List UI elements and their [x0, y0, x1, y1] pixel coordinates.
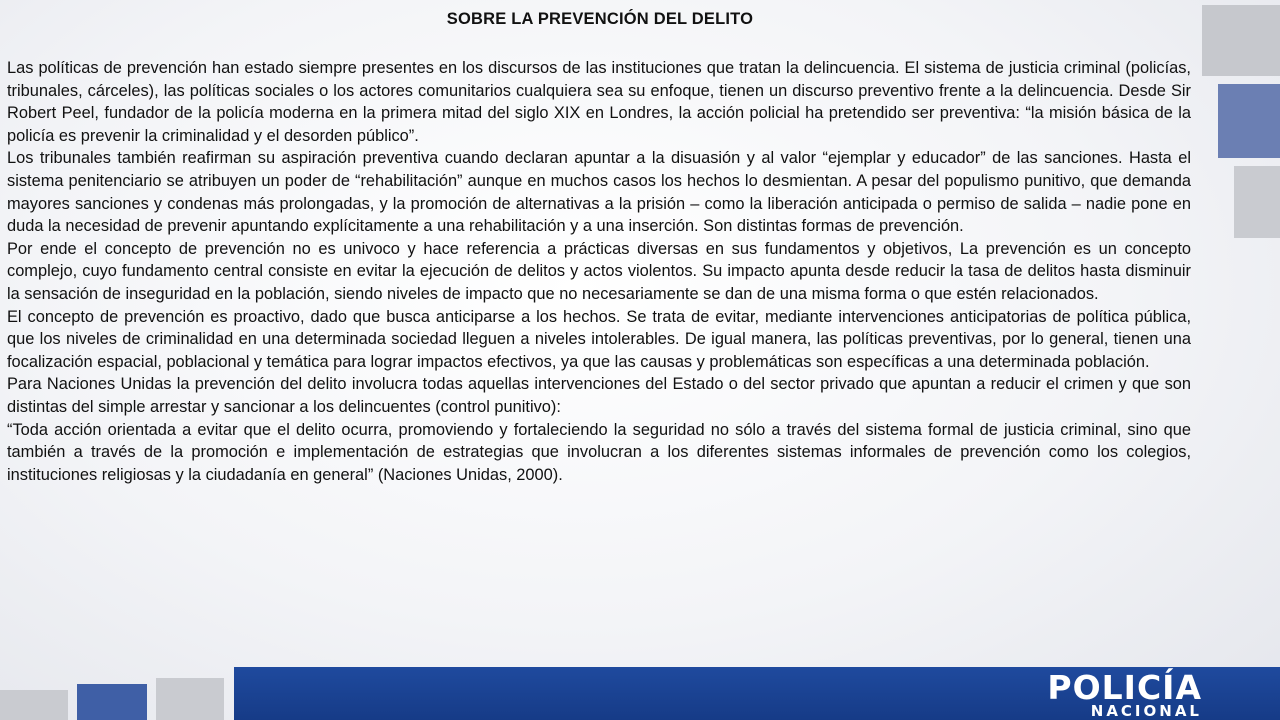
footer-square-blue [77, 684, 147, 720]
paragraph: Por ende el concepto de prevención no es univoco y hace referencia a prácticas diversas en sus fundamentos y objetivos, La prevención es un concepto complejo, cuyo fundamento central consiste en evitar la ejecución de delitos y actos violentos. Su impacto apunta desde reducir la tasa de delitos hasta disminuir la sensación de inseguridad en la población, siendo niveles de impacto que no necesariamente se dan de una misma forma o que estén relacionados. [7, 239, 1191, 303]
policia-nacional-logo [1047, 668, 1202, 720]
paragraph: El concepto de prevención es proactivo, dado que busca anticiparse a los hechos. Se trata de evitar, mediante intervenciones anticipatorias de política pública, que los niveles de criminalidad en una determinada sociedad lleguen a niveles intolerables. De igual manera, las políticas preventivas, por lo general, tienen una focalización espacial, poblacional y temática para lograr impactos efectivos, ya que las causas y problemáticas son específicas a una determinada población. [7, 307, 1191, 371]
paragraph: Las políticas de prevención han estado siempre presentes en los discursos de las instituciones que tratan la delincuencia. El sistema de justicia criminal (policías, tribunales, cárceles), las políticas sociales o los actores comunitarios cualquiera sea su enfoque, tienen un discurso preventivo frente a la delincuencia. Desde Sir Robert Peel, fundador de la policía moderna en la primera mitad del siglo XIX en Londres, la acción policial ha pretendido ser preventiva: “la misión básica de la policía es prevenir la criminalidad y el desorden público”. [7, 59, 1191, 145]
logo-main-text: POLICÍA [1047, 668, 1202, 707]
quote-paragraph: “Toda acción orientada a evitar que el delito ocurra, promoviendo y fortaleciendo la seguridad no sólo a través del sistema formal de justicia criminal, sino que también a través de la promoción e implementación de estrategias que involucran a los diferentes sistemas informales de prevención como los colegios, instituciones religiosas y la ciudadanía en general” (Naciones Unidas, 2000). [7, 420, 1191, 484]
paragraph: Los tribunales también reafirman su aspiración preventiva cuando declaran apuntar a la disuasión y al valor “ejemplar y educador” de las sanciones. Hasta el sistema penitenciario se atribuyen un poder de “rehabilitación” aunque en muchos casos los hechos lo desmientan. A pesar del populismo punitivo, que demanda mayores sanciones y condenas más prolongadas, y la promoción de alternativas a la prisión – como la liberación anticipada o permiso de salida – nadie pone en duda la necesidad de prevenir apuntando explícitamente a una rehabilitación y a una inserción. Son distintas formas de prevención. [7, 149, 1191, 236]
decorative-square-gray [1234, 166, 1280, 238]
footer-square-gray [156, 678, 224, 720]
slide-title: SOBRE LA PREVENCIÓN DEL DELITO [446, 10, 754, 28]
paragraph: Para Naciones Unidas la prevención del delito involucra todas aquellas intervenciones del Estado o del sector privado que apuntan a reducir el crimen y que son distintas del simple arrestar y sancionar a los delincuentes (control punitivo): [7, 375, 1191, 416]
decorative-square-gray [1202, 5, 1280, 76]
logo-sub-text: NACIONAL [1090, 702, 1202, 720]
slide-body [7, 57, 1191, 486]
footer-square-gray [0, 690, 68, 720]
decorative-square-blue [1218, 84, 1280, 158]
